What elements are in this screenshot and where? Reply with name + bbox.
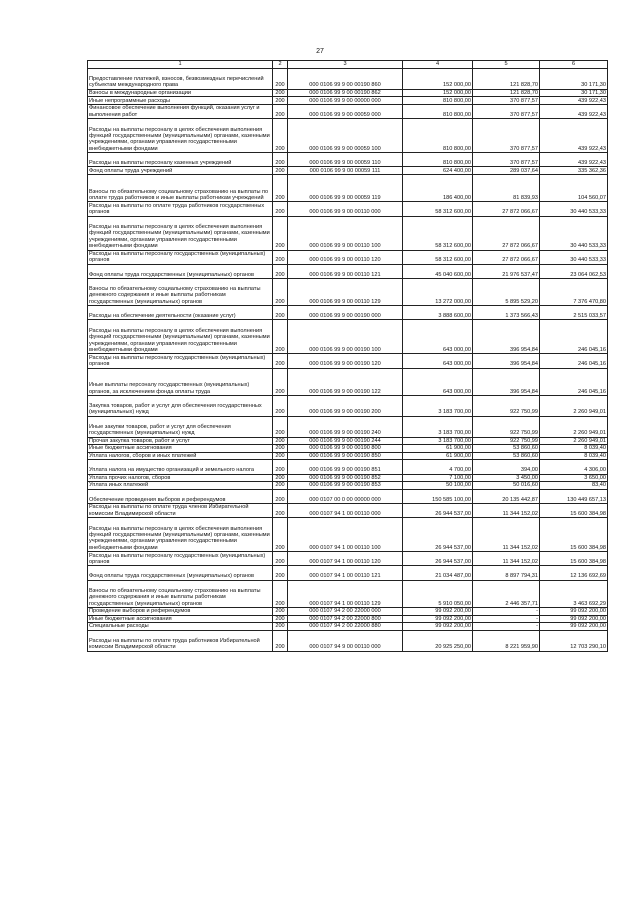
budget-classification-cell: 000 0106 99 9 00 00059 110 <box>288 153 403 167</box>
table-row <box>88 153 608 167</box>
budget-classification-cell: 000 0107 94 1 00 00110 100 <box>288 518 403 552</box>
table-row <box>88 489 608 503</box>
approved-amount-cell: 810 800,00 <box>403 119 473 153</box>
row-code-cell: 200 <box>273 437 288 445</box>
approved-amount-cell: 58 312 600,00 <box>403 250 473 264</box>
row-code-cell: 200 <box>273 630 288 651</box>
row-name-cell: Специальные расходы <box>88 623 273 631</box>
unexecuted-amount-cell: 2 260 949,01 <box>540 416 608 437</box>
row-name-cell: Расходы на выплаты персоналу государственных (муниципальных) органов <box>88 354 273 368</box>
budget-classification-cell: 000 0106 99 9 00 00190 122 <box>288 368 403 395</box>
row-name-cell: Иные непрограммные расходы <box>88 97 273 105</box>
executed-amount-cell: 50 016,60 <box>473 482 540 490</box>
approved-amount-cell: 26 944 537,00 <box>403 518 473 552</box>
row-name-cell: Взносы по обязательному социальному страхованию на выплаты денежного содержания и иные выплаты работникам государственных (муниципальных) органов <box>88 278 273 305</box>
budget-classification-cell: 000 0106 99 9 00 00190 240 <box>288 416 403 437</box>
budget-classification-cell: 000 0106 99 9 00 00000 000 <box>288 97 403 105</box>
approved-amount-cell: 26 944 537,00 <box>403 504 473 518</box>
row-name-cell: Фонд оплаты труда государственных (муниципальных) органов <box>88 264 273 278</box>
unexecuted-amount-cell: 12 703 290,10 <box>540 630 608 651</box>
row-name-cell: Финансовое обеспечение выполнения функций, оказания услуг и выполнения работ <box>88 104 273 118</box>
approved-amount-cell: 21 034 487,00 <box>403 566 473 580</box>
unexecuted-amount-cell: 8 039,40 <box>540 445 608 453</box>
row-code-cell: 200 <box>273 69 288 90</box>
row-name-cell: Расходы на выплаты персоналу в целях обеспечения выполнения функций государственными (муниципальными) органами, казенными учреждениями, органами управления государственными внебюджетными фондами <box>88 320 273 354</box>
row-name-cell: Фонд оплаты труда учреждений <box>88 167 273 175</box>
unexecuted-amount-cell: 439 922,43 <box>540 119 608 153</box>
budget-classification-cell: 000 0107 94 2 00 22000 880 <box>288 623 403 631</box>
row-code-cell: 200 <box>273 552 288 566</box>
row-name-cell: Иные закупки товаров, работ и услуг для обеспечения государственных (муниципальных) нужд <box>88 416 273 437</box>
budget-classification-cell: 000 0107 00 0 00 00000 000 <box>288 489 403 503</box>
budget-classification-cell: 000 0107 94 1 00 00110 129 <box>288 580 403 607</box>
approved-amount-cell: 99 092 200,00 <box>403 615 473 623</box>
executed-amount-cell: 11 344 152,02 <box>473 518 540 552</box>
row-code-cell: 200 <box>273 416 288 437</box>
approved-amount-cell: 50 100,00 <box>403 482 473 490</box>
executed-amount-cell: 8 221 959,90 <box>473 630 540 651</box>
budget-classification-cell: 000 0107 94 1 00 00110 121 <box>288 566 403 580</box>
budget-classification-cell: 000 0106 99 9 00 00190 800 <box>288 445 403 453</box>
table-row <box>88 202 608 216</box>
executed-amount-cell: 3 450,00 <box>473 474 540 482</box>
column-header: 1 <box>88 61 273 69</box>
row-code-cell: 200 <box>273 153 288 167</box>
table-row <box>88 607 608 615</box>
table-row <box>88 615 608 623</box>
row-code-cell: 200 <box>273 89 288 97</box>
executed-amount-cell: 396 954,84 <box>473 320 540 354</box>
row-name-cell: Расходы на выплаты персоналу в целях обеспечения выполнения функций государственными (муниципальными) органами, казенными учреждениями, органами управления государственными внебюджетными фондами <box>88 119 273 153</box>
unexecuted-amount-cell: 30 171,30 <box>540 89 608 97</box>
budget-classification-cell: 000 0106 99 9 00 00110 129 <box>288 278 403 305</box>
approved-amount-cell: 99 092 200,00 <box>403 607 473 615</box>
executed-amount-cell: 1 373 566,43 <box>473 306 540 320</box>
budget-execution-table <box>87 60 608 652</box>
approved-amount-cell: 61 900,00 <box>403 445 473 453</box>
budget-classification-cell: 000 0106 99 9 00 00190 853 <box>288 482 403 490</box>
executed-amount-cell: 81 839,93 <box>473 174 540 201</box>
row-name-cell: Фонд оплаты труда государственных (муниципальных) органов <box>88 566 273 580</box>
unexecuted-amount-cell: 335 362,36 <box>540 167 608 175</box>
row-code-cell: 200 <box>273 368 288 395</box>
executed-amount-cell: 922 750,99 <box>473 416 540 437</box>
executed-amount-cell: 5 895 529,20 <box>473 278 540 305</box>
approved-amount-cell: 61 900,00 <box>403 452 473 460</box>
approved-amount-cell: 810 800,00 <box>403 153 473 167</box>
approved-amount-cell: 26 944 537,00 <box>403 552 473 566</box>
unexecuted-amount-cell: 83,40 <box>540 482 608 490</box>
table-row <box>88 396 608 417</box>
unexecuted-amount-cell: 23 064 062,53 <box>540 264 608 278</box>
executed-amount-cell: 370 877,57 <box>473 119 540 153</box>
unexecuted-amount-cell: 3 463 692,29 <box>540 580 608 607</box>
table-row <box>88 518 608 552</box>
row-name-cell: Взносы по обязательному социальному страхованию на выплаты по оплате труда работников и иные выплаты работникам учреждений <box>88 174 273 201</box>
executed-amount-cell: 8 897 794,31 <box>473 566 540 580</box>
row-code-cell: 200 <box>273 97 288 105</box>
table-row <box>88 552 608 566</box>
row-code-cell: 200 <box>273 216 288 250</box>
approved-amount-cell: 7 100,00 <box>403 474 473 482</box>
row-name-cell: Уплата прочих налогов, сборов <box>88 474 273 482</box>
table-row <box>88 452 608 460</box>
approved-amount-cell: 152 000,00 <box>403 89 473 97</box>
approved-amount-cell: 186 400,00 <box>403 174 473 201</box>
row-code-cell: 200 <box>273 623 288 631</box>
row-code-cell: 200 <box>273 504 288 518</box>
executed-amount-cell: 370 877,57 <box>473 104 540 118</box>
row-name-cell: Проведение выборов и референдумов <box>88 607 273 615</box>
approved-amount-cell: 3 183 700,00 <box>403 396 473 417</box>
row-name-cell: Прочая закупка товаров, работ и услуг <box>88 437 273 445</box>
row-code-cell: 200 <box>273 580 288 607</box>
unexecuted-amount-cell: 15 600 384,98 <box>540 518 608 552</box>
executed-amount-cell: 121 828,70 <box>473 69 540 90</box>
row-code-cell: 200 <box>273 607 288 615</box>
row-code-cell: 200 <box>273 615 288 623</box>
budget-classification-cell: 000 0107 94 2 00 22000 800 <box>288 615 403 623</box>
row-name-cell: Расходы на выплаты персоналу казенных учреждений <box>88 153 273 167</box>
budget-classification-cell: 000 0106 99 9 00 00190 862 <box>288 89 403 97</box>
budget-classification-cell: 000 0106 99 9 00 00059 119 <box>288 174 403 201</box>
budget-classification-cell: 000 0106 99 9 00 00059 100 <box>288 119 403 153</box>
table-row <box>88 354 608 368</box>
executed-amount-cell: 2 446 357,71 <box>473 580 540 607</box>
unexecuted-amount-cell: 99 092 200,00 <box>540 615 608 623</box>
table-row <box>88 445 608 453</box>
table-row <box>88 566 608 580</box>
row-name-cell: Взносы по обязательному социальному страхованию на выплаты денежного содержания и иные выплаты работникам государственных (муниципальных) органов <box>88 580 273 607</box>
budget-classification-cell: 000 0106 99 9 00 00190 850 <box>288 452 403 460</box>
executed-amount-cell: 289 037,64 <box>473 167 540 175</box>
approved-amount-cell: 5 910 050,00 <box>403 580 473 607</box>
table-row <box>88 437 608 445</box>
unexecuted-amount-cell: 30 440 533,33 <box>540 250 608 264</box>
executed-amount-cell: 394,00 <box>473 460 540 474</box>
unexecuted-amount-cell: 99 092 200,00 <box>540 607 608 615</box>
row-name-cell: Обеспечение проведения выборов и референдумов <box>88 489 273 503</box>
approved-amount-cell: 58 312 600,00 <box>403 202 473 216</box>
budget-classification-cell: 000 0106 99 9 00 00190 000 <box>288 306 403 320</box>
unexecuted-amount-cell: 99 092 200,00 <box>540 623 608 631</box>
unexecuted-amount-cell: 30 440 533,33 <box>540 202 608 216</box>
row-name-cell: Предоставление платежей, взносов, безвозмездных перечислений субъектам международного права <box>88 69 273 90</box>
table-row <box>88 174 608 201</box>
approved-amount-cell: 3 183 700,00 <box>403 437 473 445</box>
table-row <box>88 482 608 490</box>
budget-classification-cell: 000 0106 99 9 00 00190 852 <box>288 474 403 482</box>
approved-amount-cell: 150 585 100,00 <box>403 489 473 503</box>
table-row <box>88 504 608 518</box>
table-row <box>88 416 608 437</box>
unexecuted-amount-cell: 2 260 949,01 <box>540 437 608 445</box>
executed-amount-cell: 20 135 442,87 <box>473 489 540 503</box>
approved-amount-cell: 643 000,00 <box>403 368 473 395</box>
row-name-cell: Расходы на выплаты персоналу в целях обеспечения выполнения функций государственными (муниципальными) органами, казенными учреждениями, органами управления государственными внебюджетными фондами <box>88 518 273 552</box>
executed-amount-cell: 922 750,99 <box>473 437 540 445</box>
unexecuted-amount-cell: 4 306,00 <box>540 460 608 474</box>
approved-amount-cell: 13 272 000,00 <box>403 278 473 305</box>
budget-classification-cell: 000 0107 94 2 00 22000 000 <box>288 607 403 615</box>
row-name-cell: Иные бюджетные ассигнования <box>88 445 273 453</box>
executed-amount-cell: 370 877,57 <box>473 153 540 167</box>
row-code-cell: 200 <box>273 460 288 474</box>
row-name-cell: Взносы в международные организации <box>88 89 273 97</box>
budget-classification-cell: 000 0106 99 9 00 00190 120 <box>288 354 403 368</box>
unexecuted-amount-cell: 130 449 657,13 <box>540 489 608 503</box>
unexecuted-amount-cell: 30 171,30 <box>540 69 608 90</box>
executed-amount-cell: 53 860,60 <box>473 452 540 460</box>
unexecuted-amount-cell: 7 376 470,80 <box>540 278 608 305</box>
executed-amount-cell: 121 828,70 <box>473 89 540 97</box>
executed-amount-cell: 27 872 066,67 <box>473 216 540 250</box>
row-name-cell: Закупка товаров, работ и услуг для обеспечения государственных (муниципальных) нужд <box>88 396 273 417</box>
budget-classification-cell: 000 0106 99 9 00 00059 000 <box>288 104 403 118</box>
column-header: 2 <box>273 61 288 69</box>
budget-classification-cell: 000 0107 94 9 00 00110 000 <box>288 630 403 651</box>
unexecuted-amount-cell: 246 045,16 <box>540 320 608 354</box>
row-code-cell: 200 <box>273 250 288 264</box>
approved-amount-cell: 810 800,00 <box>403 97 473 105</box>
executed-amount-cell: 396 954,84 <box>473 368 540 395</box>
table-row <box>88 89 608 97</box>
row-code-cell: 200 <box>273 104 288 118</box>
row-code-cell: 200 <box>273 474 288 482</box>
budget-classification-cell: 000 0106 99 9 00 00110 100 <box>288 216 403 250</box>
row-name-cell: Иные бюджетные ассигнования <box>88 615 273 623</box>
table-row <box>88 278 608 305</box>
row-code-cell: 200 <box>273 566 288 580</box>
row-code-cell: 200 <box>273 264 288 278</box>
row-name-cell: Расходы на выплаты по оплате труда работников государственных органов <box>88 202 273 216</box>
row-name-cell: Расходы на выплаты персоналу государственных (муниципальных) органов <box>88 250 273 264</box>
approved-amount-cell: 624 400,00 <box>403 167 473 175</box>
budget-classification-cell: 000 0107 94 1 00 00110 120 <box>288 552 403 566</box>
executed-amount-cell: 11 344 152,02 <box>473 504 540 518</box>
unexecuted-amount-cell: 439 922,43 <box>540 104 608 118</box>
budget-classification-cell: 000 0106 99 9 00 00110 000 <box>288 202 403 216</box>
approved-amount-cell: 3 183 700,00 <box>403 416 473 437</box>
unexecuted-amount-cell: 246 045,16 <box>540 368 608 395</box>
budget-classification-cell: 000 0107 94 1 00 00110 000 <box>288 504 403 518</box>
unexecuted-amount-cell: 15 600 384,98 <box>540 552 608 566</box>
column-header: 4 <box>403 61 473 69</box>
unexecuted-amount-cell: 2 260 949,01 <box>540 396 608 417</box>
unexecuted-amount-cell: 30 440 533,33 <box>540 216 608 250</box>
table-row <box>88 167 608 175</box>
executed-amount-cell: 21 976 537,47 <box>473 264 540 278</box>
unexecuted-amount-cell: 3 650,00 <box>540 474 608 482</box>
table-row <box>88 264 608 278</box>
executed-amount-cell: 53 860,60 <box>473 445 540 453</box>
row-name-cell: Уплата иных платежей <box>88 482 273 490</box>
table-row <box>88 119 608 153</box>
unexecuted-amount-cell: 8 039,40 <box>540 452 608 460</box>
row-code-cell: 200 <box>273 167 288 175</box>
row-code-cell: 200 <box>273 518 288 552</box>
row-code-cell: 200 <box>273 452 288 460</box>
budget-classification-cell: 000 0106 99 9 00 00190 851 <box>288 460 403 474</box>
unexecuted-amount-cell: 246 045,16 <box>540 354 608 368</box>
row-name-cell: Расходы на выплаты персоналу государственных (муниципальных) органов <box>88 552 273 566</box>
table-row <box>88 69 608 90</box>
row-name-cell: Уплата налога на имущество организаций и земельного налога <box>88 460 273 474</box>
column-header: 3 <box>288 61 403 69</box>
executed-amount-cell: 370 877,57 <box>473 97 540 105</box>
approved-amount-cell: 4 700,00 <box>403 460 473 474</box>
unexecuted-amount-cell: 104 560,07 <box>540 174 608 201</box>
executed-amount-cell: 27 872 066,67 <box>473 202 540 216</box>
executed-amount-cell: 396 954,84 <box>473 354 540 368</box>
table-row <box>88 104 608 118</box>
table-row <box>88 250 608 264</box>
budget-classification-cell: 000 0106 99 9 00 00190 244 <box>288 437 403 445</box>
approved-amount-cell: 643 000,00 <box>403 354 473 368</box>
unexecuted-amount-cell: 439 922,43 <box>540 153 608 167</box>
column-header: 5 <box>473 61 540 69</box>
unexecuted-amount-cell: 12 136 692,69 <box>540 566 608 580</box>
column-header: 6 <box>540 61 608 69</box>
table-row <box>88 320 608 354</box>
page-number: 27 <box>316 48 324 55</box>
budget-classification-cell: 000 0106 99 9 00 00190 860 <box>288 69 403 90</box>
executed-amount-cell: 27 872 066,67 <box>473 250 540 264</box>
approved-amount-cell: 45 040 600,00 <box>403 264 473 278</box>
budget-classification-cell: 000 0106 99 9 00 00190 100 <box>288 320 403 354</box>
row-name-cell: Расходы на выплаты персоналу в целях обеспечения выполнения функций государственными (муниципальными) органами, казенными учреждениями, органами управления государственными внебюджетными фондами <box>88 216 273 250</box>
row-code-cell: 200 <box>273 482 288 490</box>
approved-amount-cell: 810 800,00 <box>403 104 473 118</box>
table-row <box>88 97 608 105</box>
row-code-cell: 200 <box>273 354 288 368</box>
row-code-cell: 200 <box>273 445 288 453</box>
approved-amount-cell: 20 925 250,00 <box>403 630 473 651</box>
table-row <box>88 460 608 474</box>
row-name-cell: Расходы на обеспечение деятельности (оказание услуг) <box>88 306 273 320</box>
table-row <box>88 580 608 607</box>
budget-classification-cell: 000 0106 99 9 00 00059 111 <box>288 167 403 175</box>
row-name-cell: Уплата налогов, сборов и иных платежей <box>88 452 273 460</box>
executed-amount-cell: - <box>473 623 540 631</box>
table-row <box>88 630 608 651</box>
unexecuted-amount-cell: 2 515 033,57 <box>540 306 608 320</box>
row-code-cell: 200 <box>273 202 288 216</box>
approved-amount-cell: 3 888 600,00 <box>403 306 473 320</box>
row-code-cell: 200 <box>273 396 288 417</box>
row-code-cell: 200 <box>273 489 288 503</box>
executed-amount-cell: 11 344 152,02 <box>473 552 540 566</box>
budget-classification-cell: 000 0106 99 9 00 00190 200 <box>288 396 403 417</box>
budget-classification-cell: 000 0106 99 9 00 00110 120 <box>288 250 403 264</box>
executed-amount-cell: - <box>473 615 540 623</box>
table-row <box>88 368 608 395</box>
executed-amount-cell: 922 750,99 <box>473 396 540 417</box>
row-code-cell: 200 <box>273 320 288 354</box>
row-code-cell: 200 <box>273 119 288 153</box>
row-name-cell: Расходы на выплаты по оплате труда членов Избирательной комиссии Владимирской области <box>88 504 273 518</box>
row-name-cell: Расходы на выплаты по оплате труда работников Избирательной комиссии Владимирской области <box>88 630 273 651</box>
table-row <box>88 474 608 482</box>
unexecuted-amount-cell: 15 600 384,98 <box>540 504 608 518</box>
row-code-cell: 200 <box>273 306 288 320</box>
executed-amount-cell: - <box>473 607 540 615</box>
budget-classification-cell: 000 0106 99 9 00 00110 121 <box>288 264 403 278</box>
row-code-cell: 200 <box>273 278 288 305</box>
row-code-cell: 200 <box>273 174 288 201</box>
approved-amount-cell: 99 092 200,00 <box>403 623 473 631</box>
approved-amount-cell: 152 000,00 <box>403 69 473 90</box>
column-number-row <box>88 61 608 69</box>
row-name-cell: Иные выплаты персоналу государственных (муниципальных) органов, за исключением фонда оплаты труда <box>88 368 273 395</box>
approved-amount-cell: 58 312 600,00 <box>403 216 473 250</box>
approved-amount-cell: 643 000,00 <box>403 320 473 354</box>
table-row <box>88 623 608 631</box>
table-row <box>88 306 608 320</box>
table-row <box>88 216 608 250</box>
unexecuted-amount-cell: 439 922,43 <box>540 97 608 105</box>
